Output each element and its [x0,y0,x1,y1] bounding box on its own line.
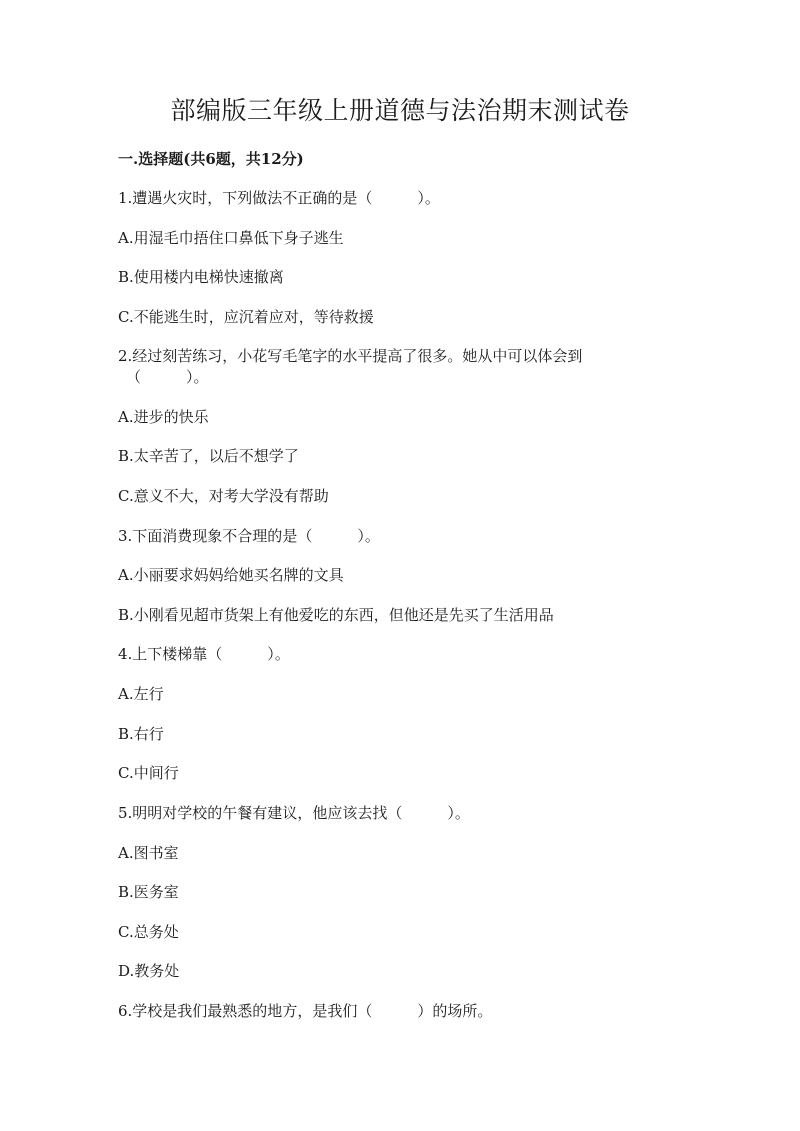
section-heading: 一.选择题(共6题，共12分) [118,150,304,168]
question-4-option-a: A.左行 [118,685,164,703]
question-4-option-c: C.中间行 [118,764,179,782]
question-1-option-b: B.使用楼内电梯快速撤离 [118,268,284,286]
question-2-stem: 2.经过刻苦练习，小花写毛笔字的水平提高了很多。她从中可以体会到 [118,347,583,365]
question-1-option-c: C.不能逃生时，应沉着应对，等待救援 [118,308,374,326]
question-2-option-a: A.进步的快乐 [118,408,209,426]
question-6-stem: 6.学校是我们最熟悉的地方，是我们（ ）的场所。 [118,1002,493,1020]
question-2-option-c: C.意义不大，对考大学没有帮助 [118,487,329,505]
question-5-stem: 5.明明对学校的午餐有建议，他应该去找（ ）。 [118,804,470,822]
question-5-option-b: B.医务室 [118,883,179,901]
question-2-option-b: B.太辛苦了，以后不想学了 [118,447,299,465]
question-5-option-c: C.总务处 [118,923,179,941]
question-1-option-a: A.用湿毛巾捂住口鼻低下身子逃生 [118,229,344,247]
question-3-option-b: B.小刚看见超市货架上有他爱吃的东西，但他还是先买了生活用品 [118,606,554,624]
page-title: 部编版三年级上册道德与法治期末测试卷 [170,96,630,125]
question-4-option-b: B.右行 [118,725,164,743]
question-4-stem: 4.上下楼梯靠（ ）。 [118,645,290,663]
question-5-option-d: D.教务处 [118,962,180,980]
question-5-option-a: A.图书室 [118,844,179,862]
question-3-option-a: A.小丽要求妈妈给她买名牌的文具 [118,566,344,584]
question-3-stem: 3.下面消费现象不合理的是（ ）。 [118,527,380,545]
question-1-stem: 1.遭遇火灾时，下列做法不正确的是（ ）。 [118,189,440,207]
question-2-stem-continuation: （ ）。 [126,368,209,386]
